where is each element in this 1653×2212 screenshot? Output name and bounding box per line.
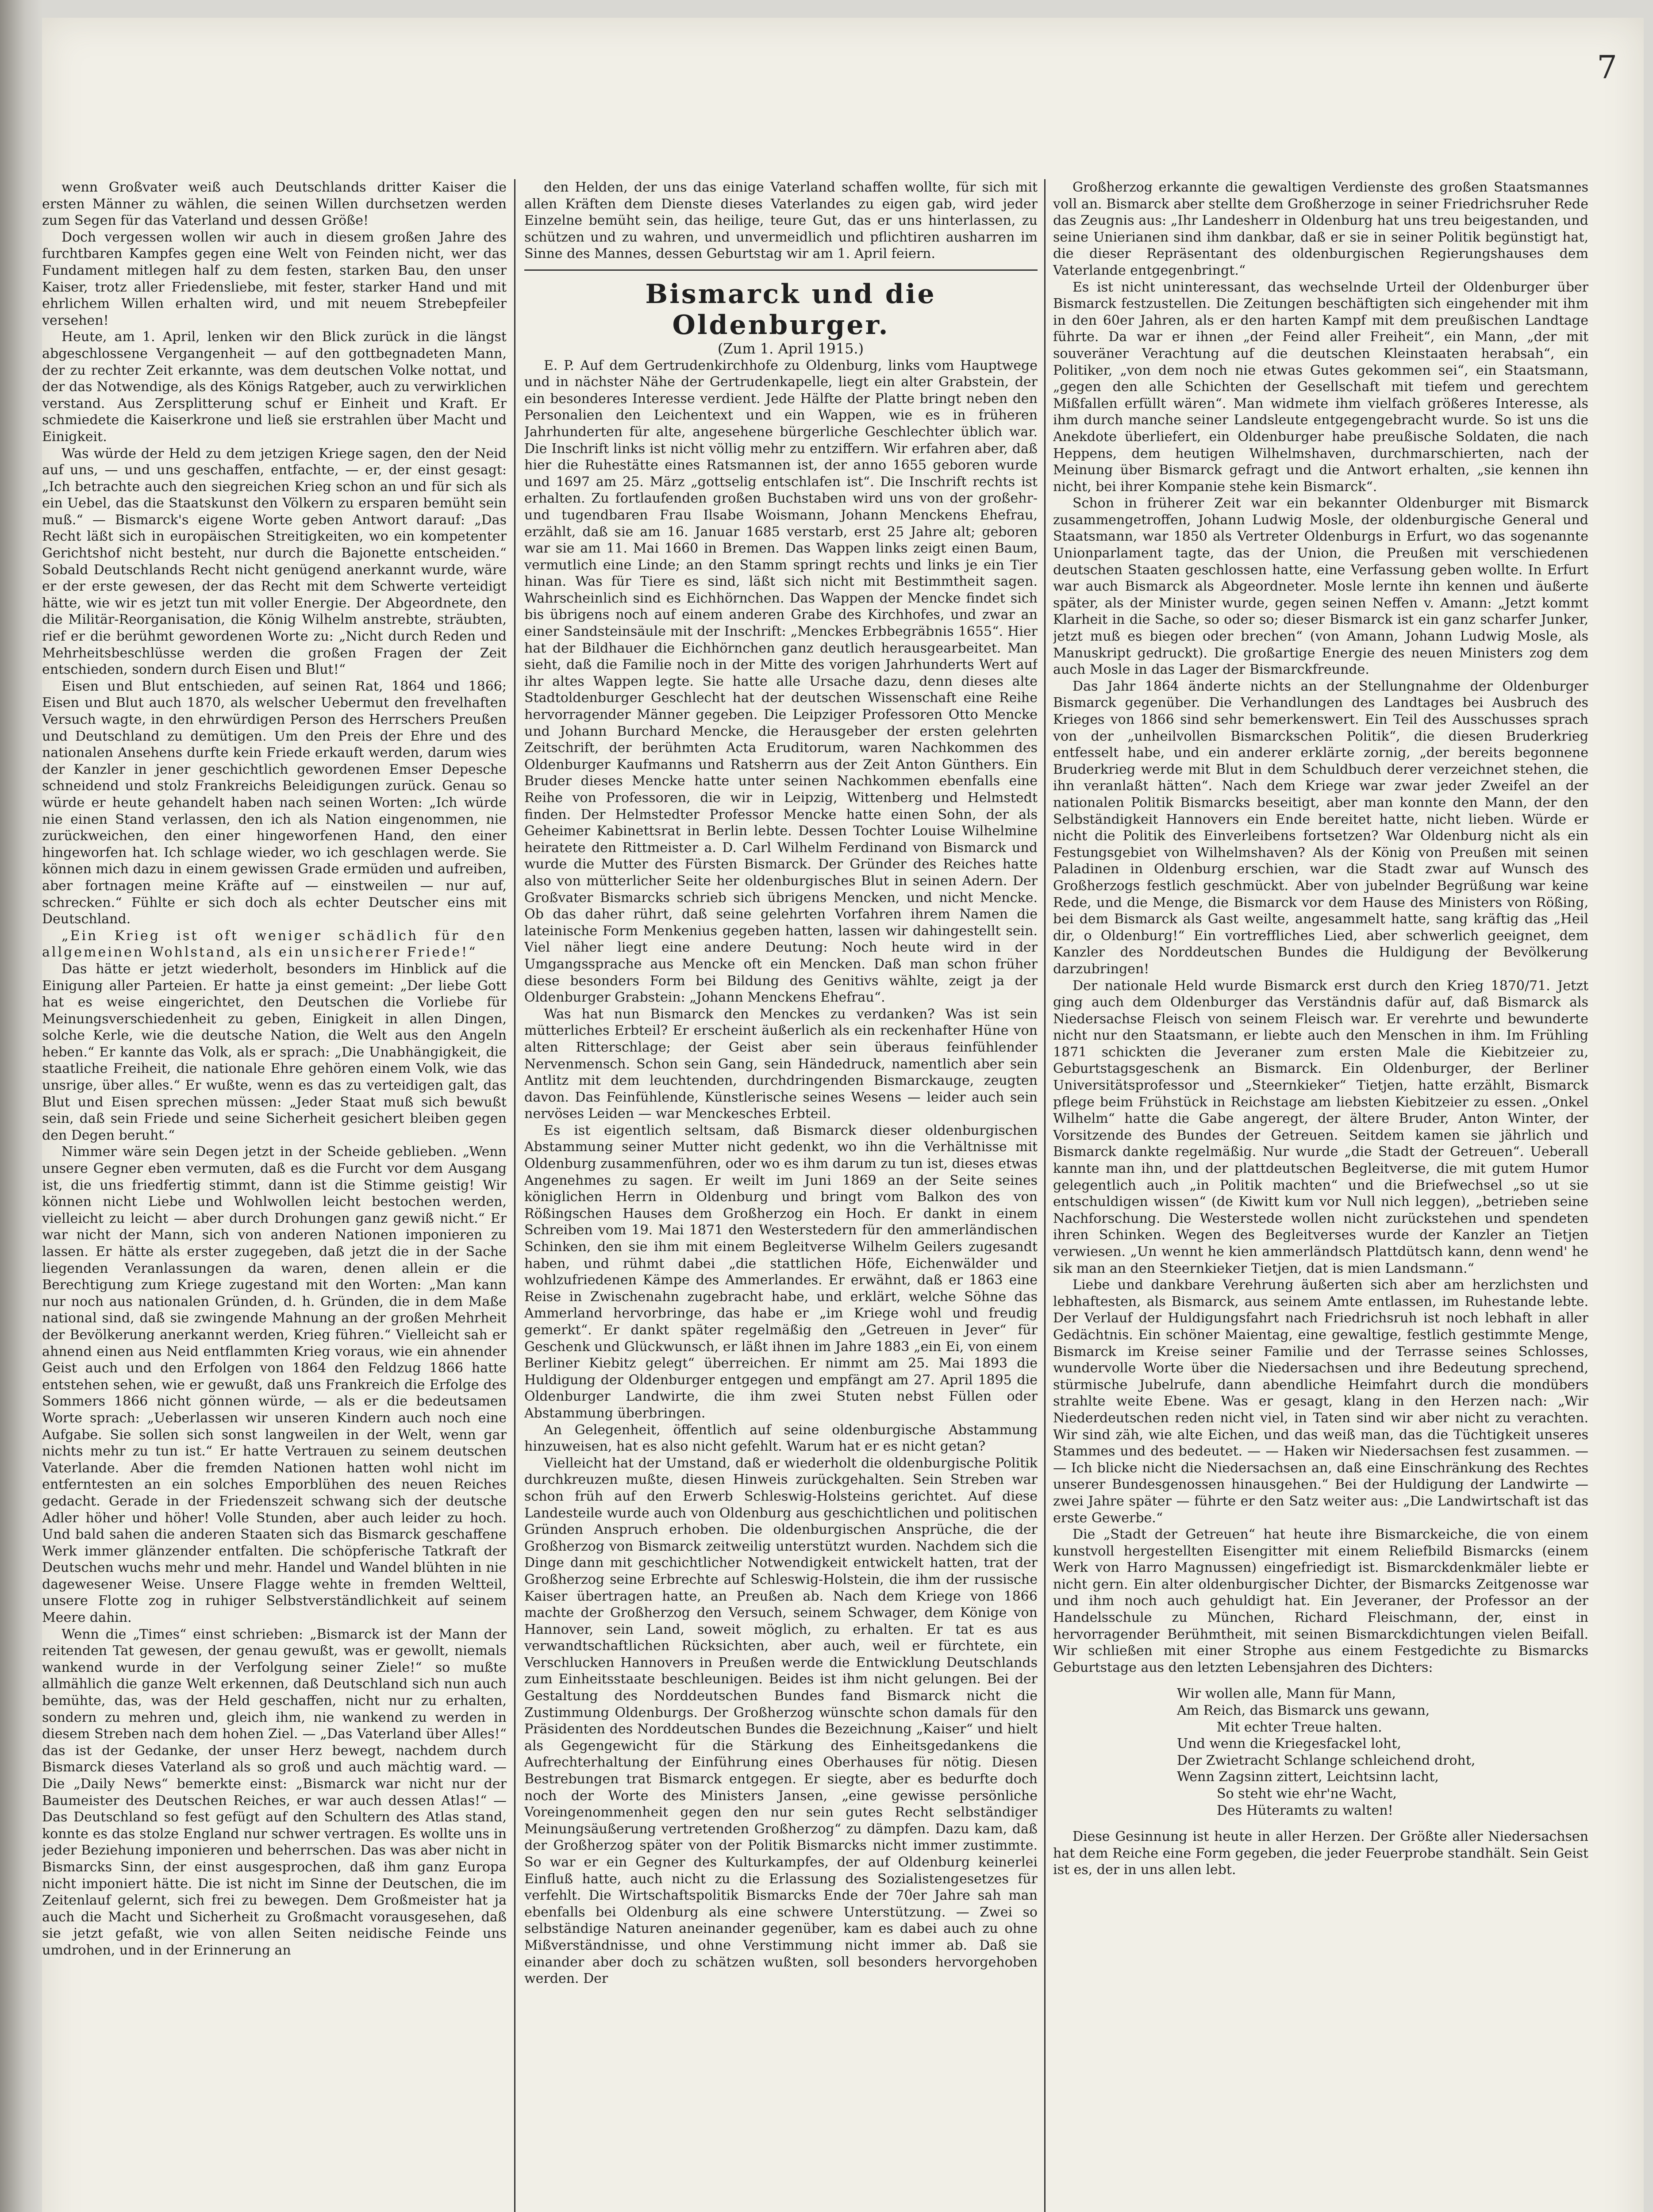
- poem-line: Am Reich, das Bismarck uns gewann,: [1177, 1703, 1430, 1719]
- poem-line: So steht wie ehr'ne Wacht,: [1217, 1786, 1397, 1801]
- paragraph: Was würde der Held zu dem jetzigen Kriege sagen, den der Neid auf uns, — und uns geschaffen, entfachte, — er, der einst gesagt: „Ich betrachte auch den siegreichen Krieg schon an und für sich als ein Uebel, das die Staatskunst den Völkern zu ersparen bemüht sein muß.“ — Bismarck's eigene Worte geben Antwort darauf: „Das Recht läßt sich in europäischen Streitigkeiten, wo ein kompetenter Gerichtshof nicht besteht, nur durch die Bajonette entscheiden.“ Sobald Deutschlands Recht nicht genügend anerkannt wurde, wäre er der erste gewesen, der das Recht mit dem Schwerte verteidigt hätte, wie wir es jetzt tun mit voller Energie. Der Abgeordnete, den die Militär-Reorganisation, die König Wilhelm anstrebte, sträubten, rief er die berühmt gewordenen Worte zu: „Nicht durch Reden und Mehrheitsbeschlüsse werden die großen Fragen der Zeit entschieden, sondern durch Eisen und Blut!“: [42, 445, 507, 678]
- paragraph: „Ein Krieg ist oft weniger schädlich für den allgemeinen Wohlstand, als ein unsicherer Friede!“: [42, 928, 507, 960]
- paragraph: Es ist nicht uninteressant, das wechselnde Urteil der Oldenburger über Bismarck festzustellen. Die Zeitungen beschäftigten sich eingehender mit ihm in den 60er Jahren, als er den harten Kampf mit dem preußischen Landtage führte. Da war er ihnen „der Feind aller Freiheit“, ein Mann, „der mit souveräner Verachtung auf die deutschen Kleinstaaten herabsah“, ein Politiker, „von dem noch nie etwas Gutes gekommen sei“, ein Staatsmann, „gegen den alle Schichten der Gesellschaft mit tiefem und gerechtem Mißfallen erfüllt wären“. Man widmete ihm vielfach größeres Interesse, als ihm durch manche seiner Landsleute entgegengebracht wurde. So ist uns die Anekdote überliefert, ein Oldenburger habe preußische Soldaten, die nach Heppens, dem heutigen Wilhelmshaven, durchmarschierten, nach der Meinung über Bismarck gefragt und die Antwort erhalten, „sie kennen ihn nicht, bei ihrer Kompanie stehe kein Bismarck“.: [1053, 279, 1588, 495]
- paragraph: Der nationale Held wurde Bismarck erst durch den Krieg 1870/71. Jetzt ging auch dem Oldenburger das Verständnis dafür auf, daß Bismarck als Niedersachse Fleisch von seinem Fleisch war. Er verehrte und bewunderte nicht nur den Staatsmann, er liebte auch den Menschen in ihm. Im Frühling 1871 schickten die Jeveraner zum ersten Male die Kiebitzeier zu, Geburtstagsgeschenk an Bismarck. Ein Oldenburger, der Berliner Universitätsprofessor und „Steernkieker“ Tietjen, hatte erzählt, Bismarck pflege beim Frühstück in Reichstage am liebsten Kiebitzeier zu essen. „Onkel Wilhelm“ hatte die Gabe angeregt, der ältere Bruder, Anton Winter, der Vorsitzende des Bundes der Getreuen. Seitdem kamen sie jährlich und Bismarck dankte regelmäßig. Nur wurde „die Stadt der Getreuen“. Ueberall kannte man ihn, und der plattdeutschen Begleitverse, die mit gutem Humor gelegentlich auch „in Politik machten“ und die Briefwechsel „so ut sie entschuldigen wissen“ (de Kiwitt kum vor Null nich leggen), „betrieben seine Nachforschung. Die Westerstede wollen nicht zurückstehen und spendeten ihren Schinken. Wegen des Begleitverses wurde der Kanzler an Tietjen verwiesen. „Un wennt he kien ammerländsch Plattdütsch kann, denn wend' he sik man an den Steernkieker Tietjen, dat is mien Landsmann.“: [1053, 978, 1588, 1276]
- poem: [1177, 1686, 1588, 1819]
- poem-line: Mit echter Treue halten.: [1217, 1719, 1382, 1735]
- paragraph: Was hat nun Bismarck den Menckes zu verdanken? Was ist sein mütterliches Erbteil? Er erscheint äußerlich als ein reckenhafter Hüne von alten Ritterschlage; der Geist aber sein überaus feinfühlender Nervenmensch. Schon sein Gang, sein Händedruck, namentlich aber sein Antlitz mit dem leuchtenden, durchdringenden Bismarckauge, zeugten davon. Das Feinfühlende, Künstlerische seines Wesens — leider auch sein nervöses Leiden — war Menckesches Erbteil.: [524, 1006, 1038, 1122]
- paragraph: Die „Stadt der Getreuen“ hat heute ihre Bismarckeiche, die von einem kunstvoll hergestellten Eisengitter mit einem Reliefbild Bismarcks (einem Werk von Harro Magnussen) eingefriedigt ist. Bismarckdenkmäler liebte er nicht gern. Ein alter oldenburgischer Dichter, der Bismarcks Zeitgenosse war und ihm noch auch gehuldigt hat. Ein Jeveraner, der Professor an der Handelsschule zu München, Richard Fleischmann, der, einst in hervorragender Berühmtheit, mit seinen Bismarckdichtungen vielen Beifall. Wir schließen mit einer Strophe aus einem Festgedichte zu Bismarcks Geburtstage aus den letzten Lebensjahren des Dichters:: [1053, 1527, 1588, 1675]
- paragraph: wenn Großvater weiß auch Deutschlands dritter Kaiser die ersten Männer zu wählen, die seinen Willen durchsetzen werden zum Segen für das Vaterland und dessen Größe!: [42, 180, 507, 229]
- column-rule-1: [514, 179, 515, 2212]
- poem-line: Und wenn die Kriegesfackel loht,: [1177, 1736, 1401, 1752]
- page-number: 7: [1597, 49, 1617, 86]
- paragraph: Schon in früherer Zeit war ein bekannter Oldenburger mit Bismarck zusammengetroffen, Johann Ludwig Mosle, der oldenburgische General und Staatsmann, war 1850 als Vertreter Oldenburgs in Erfurt, wo das sogenannte Unionparlament tagte, das der Union, die Preußen mit verschiedenen deutschen Staaten geschlossen hatte, eine Verfassung geben wollte. In Erfurt war auch Bismarck als Abgeordneter. Mosle lernte ihn kennen und äußerte später, als der Minister wurde, gegen seinen Neffen v. Amann: „Jetzt kommt Klarheit in die Sache, so oder so; dieser Bismarck ist ein ganz scharfer Junker, jetzt muß es biegen oder brechen“ (von Amann, Johann Ludwig Mosle, als Manuskript gedruckt). Die großartige Energie des neuen Ministers zog dem auch Mosle in das Lager der Bismarckfreunde.: [1053, 495, 1588, 678]
- paragraph: Nimmer wäre sein Degen jetzt in der Scheide geblieben. „Wenn unsere Gegner eben vermuten, daß es die Furcht vor dem Ausgang ist, die uns friedfertig stimmt, dann ist die Stimme geistig! Wir können nicht Liebe und Wohlwollen leicht bestochen werden, vielleicht zu leicht — aber durch Drohungen ganz gewiß nicht.“ Er war nicht der Mann, sich von anderen Nationen imponieren zu lassen. Er hätte als erster zugegeben, daß jetzt die in der Sache liegenden Veranlassungen da waren, denen allein er die Berechtigung zum Kriege zugestand mit den Worten: „Man kann nur noch aus nationalen Gründen, d. h. Gründen, die in dem Maße national sind, daß sie zwingende Mahnung an der großen Mehrheit der Bevölkerung anerkannt werden, Krieg führen.“ Vielleicht sah er ahnend einen aus Neid entflammten Krieg voraus, wie ein ahnender Geist auch und den Erfolgen von 1864 den Feldzug 1866 hatte entstehen sehen, wie er gewußt, daß uns Frankreich die Erfolge des Sommers 1866 nicht gönnen würde, — als er die bedeutsamen Worte sprach: „Ueberlassen wir unseren Kindern auch noch eine Aufgabe. Sie sollen sich sonst langweilen in der Welt, wenn gar nichts mehr zu tun ist.“ Er hatte Vertrauen zu seinem deutschen Vaterlande. Aber die fremden Nationen hatten wohl nicht im entferntesten an ein solches Emporblühen des neuen Reiches gedacht. Gerade in der Friedenszeit schwang sich der deutsche Adler höher und höher! Volle Stunden, aber auch leider zu hoch. Und bald sahen die anderen Staaten sich das Bismarck geschaffene Werk immer glänzender entfalten. Die schöpferische Tatkraft der Deutschen wuchs mehr und mehr. Handel und Wandel blühten in nie dagewesener Weise. Unsere Flagge wehte in fremden Weltteil, unsere Flotte zog in ruhiger Selbstverständlichkeit auf seinem Meere dahin.: [42, 1144, 507, 1626]
- column-1: [42, 179, 507, 2212]
- paragraph: Heute, am 1. April, lenken wir den Blick zurück in die längst abgeschlossene Vergangenheit — auf den gottbegnadeten Mann, der zu rechter Zeit erkannte, was dem deutschen Volke nottat, und der das Notwendige, als des Königs Ratgeber, auch zu verwirklichen verstand. Aus Zersplitterung schuf er Einheit und Kraft. Er schmiedete die Kaiserkrone und ließ sie erstrahlen über Macht und Einigkeit.: [42, 329, 507, 445]
- paragraph: den Helden, der uns das einige Vaterland schaffen wollte, für sich mit allen Kräften dem Dienste dieses Vaterlandes zu eigen gab, wird jeder Einzelne bemüht sein, das heilige, teure Gut, das er uns hinterlassen, zu schützen und zu wahren, und unvermeidlich und pflichtiren ausharren im Sinne des Mannes, dessen Geburtstag wir am 1. April feiern.: [524, 180, 1038, 262]
- column-2: [524, 179, 1038, 2212]
- poem-line: Des Hüteramts zu walten!: [1217, 1802, 1393, 1818]
- paragraph: Großherzog erkannte die gewaltigen Verdienste des großen Staatsmannes voll an. Bismarck aber stellte dem Großherzoge in seiner Friedrichsruher Rede das Zeugnis aus: „Ihr Landesherr in Oldenburg hat uns treu beigestanden, und seine Unierianen sind ihm dankbar, daß er sie in seiner Politik begünstigt hat, die dieser Repräsentant des oldenburgischen Regierungshauses dem Vaterlande entgegenbringt.“: [1053, 180, 1588, 278]
- newspaper-page: [42, 18, 1644, 2212]
- poem-line: Wir wollen alle, Mann für Mann,: [1177, 1686, 1396, 1702]
- closing-paragraph: Diese Gesinnung ist heute in aller Herzen. Der Größte aller Niedersachsen hat dem Reiche eine Form gegeben, die jeder Feuerprobe standhält. Sein Geist ist es, der in uns allen lebt.: [1053, 1829, 1588, 1878]
- poem-line: Wenn Zagsinn zittert, Leichtsinn lacht,: [1177, 1769, 1439, 1785]
- article-divider: [524, 269, 1038, 271]
- column-3: [1053, 179, 1588, 2212]
- article-headline: Bismarck und die Oldenburger.: [645, 278, 936, 341]
- poem-line: Der Zwietracht Schlange schleichend droht,: [1177, 1752, 1476, 1768]
- paragraph: Es ist eigentlich seltsam, daß Bismarck dieser oldenburgischen Abstammung seiner Mutter nicht gedenkt, wo ihn die Verhältnisse mit Oldenburg zusammenführen, oder wo es ihm darum zu tun ist, dieses etwas Angenehmes zu sagen. Er weilt im Juni 1869 an der Seite seines königlichen Herrn in Oldenburg und bringt vom Balkon des von Rößingschen Hauses dem Großherzog ein Hoch. Er dankt in einem Schreiben vom 19. Mai 1871 den Westerstedern für den ammerländischen Schinken, den sie ihm mit einem Begleitverse Wilhelm Geilers zugesandt haben, und rühmt dabei „die stattlichen Höfe, Eichenwälder und wohlzufriedenen Kämpe des Ammerlandes. Er erwähnt, daß er 1863 eine Reise in Zwischenahn zugebracht habe, und erklärt, welche Söhne das Ammerland hervorbringe, das habe er „im Kriege wohl und freudig gemerkt“. Er dankt später regelmäßig den „Getreuen in Jever“ für Geschenk und Glückwunsch, er läßt ihnen im Jahre 1883 „ein Ei, von einem Berliner Kiebitz gelegt“ überreichen. Er nimmt am 25. Mai 1893 die Huldigung der Oldenburger entgegen und empfängt am 27. April 1895 die Oldenburger Landwirte, die ihm zwei Stuten nebst Füllen oder Abstammung überbringen.: [524, 1122, 1038, 1421]
- paragraph: Doch vergessen wollen wir auch in diesem großen Jahre des furchtbaren Kampfes gegen eine Welt von Feinden nicht, wer das Fundament mitlegen half zu dem festen, starken Bau, den unser Kaiser, trotz aller Friedensliebe, mit fester, starker Hand und mit ehrlichem Willen erhalten wird, und mit neuem Strebepfeiler versehen!: [42, 229, 507, 328]
- article-dateline: (Zum 1. April 1915.): [717, 340, 864, 357]
- paragraph: Liebe und dankbare Verehrung äußerten sich aber am herzlichsten und lebhaftesten, als Bismarck, aus seinem Amte entlassen, im Ruhestande lebte. Der Verlauf der Huldigungsfahrt nach Friedrichsruh ist noch lebhaft in aller Gedächtnis. Ein schöner Maientag, eine gewaltige, festlich gestimmte Menge, Bismarck im Kreise seiner Familie und der Terrasse seines Schlosses, wundervolle Worte über die Niedersachsen und ihre Bedeutung sprechend, stürmische Jubelrufe, dann abendliche Heimfahrt durch die mondübers strahlte weite Ebene. Was er gesagt, klang in den Herzen nach: „Wir Niederdeutschen reden nicht viel, in Taten sind wir aber nicht zu verachten. Wir sind zäh, wie alte Eichen, und das weiß man, das die Tüchtigkeit unseres Stammes und des bedeutet. — — Haken wir Niedersachsen fest zusammen. — — Ich blicke nicht die Niedersachsen an, daß eine Einschränkung des Rechtes unserer Bundesgenossen hinausgehen.“ Bei der Huldigung der Landwirte — zwei Jahre später — führte er den Satz weiter aus: „Die Landwirtschaft ist das erste Gewerbe.“: [1053, 1277, 1588, 1526]
- paragraph: An Gelegenheit, öffentlich auf seine oldenburgische Abstammung hinzuweisen, hat es also nicht gefehlt. Warum hat er es nicht getan?: [524, 1422, 1038, 1455]
- paragraph: Das hätte er jetzt wiederholt, besonders im Hinblick auf die Einigung aller Parteien. Er hatte ja einst gemeint: „Der liebe Gott hat es weise eingerichtet, den Deutschen die Vorliebe für Meinungsverschiedenheit zu geben, Einigkeit in allen Dingen, solche Kerle, wie die deutsche Nation, die Welt aus den Angeln heben.“ Er kannte das Volk, als er sprach: „Die Unabhängigkeit, die staatliche Freiheit, die nationale Ehre gehören einem Volk, wie das unsrige, über alles.“ Er wußte, wenn es das zu verteidigen galt, das Blut und Eisen sprechen müssen: „Jeder Staat muß sich bewußt sein, daß sein Friede und seine Sicherheit gesichert bleiben gegen den Degen beruht.“: [42, 961, 507, 1143]
- paragraph: E. P. Auf dem Gertrudenkirchhofe zu Oldenburg, links vom Hauptwege und in nächster Nähe der Gertrudenkapelle, liegt ein alter Grabstein, der ein besonderes Interesse verdient. Jede Hälfte der Platte bringt neben den Personalien den Leichentext und ein Wappen, wie es in früheren Jahrhunderten für alte, angesehene bürgerliche Geschlechter üblich war. Die Inschrift links ist nicht völlig mehr zu entziffern. Wir erfahren aber, daß hier die Ruhestätte eines Ratsmannen ist, der anno 1655 geboren wurde und 1697 am 25. März „gottselig entschlafen ist“. Die Inschrift rechts ist erhalten. Zu fortlaufenden großen Buchstaben wird uns von der großehr- und tugendbaren Frau Ilsabe Woismann, Johann Menckens Ehefrau, erzählt, daß sie am 16. Januar 1685 verstarb, erst 25 Jahre alt; geboren war sie am 11. Mai 1660 in Bremen. Das Wappen links zeigt einen Baum, vermutlich eine Linde; an den Stamm springt rechts und links je ein Tier hinan. Was für Tiere es sind, läßt sich nicht mit Bestimmtheit sagen. Wahrscheinlich sind es Eichhörnchen. Das Wappen der Mencke findet sich bis übrigens noch auf einem anderen Grabe des Kirchhofes, und zwar an einer Sandsteinsäule mit der Inschrift: „Menckes Erbbegräbnis 1655“. Hier hat der Bildhauer die Eichhörnchen ganz deutlich herausgearbeitet. Man sieht, daß die Familie noch in der Mitte des vorigen Jahrhunderts Wert auf ihr altes Wappen legte. Sie hatte alle Ursache dazu, denn dieses alte Stadtoldenburger Geschlecht hat der deutschen Wissenschaft eine Reihe hervorragender Männer gegeben. Die Leipziger Professoren Otto Mencke und Johann Burchard Mencke, die Herausgeber der ersten gelehrten Zeitschrift, der berühmten Acta Eruditorum, waren Nachkommen des Oldenburger Kaufmanns und Ratsherrn aus der Zeit Anton Günthers. Ein Bruder dieses Mencke hatte unter seinen Nachkommen ebenfalls eine Reihe von Professoren, die wir in Leipzig, Wittenberg und Helmstedt finden. Der Helmstedter Professor Mencke hatte einen Sohn, der als Geheimer Kabinettsrat in Berlin lebte. Dessen Tochter Louise Wilhelmine heiratete den Rittmeister a. D. Carl Wilhelm Ferdinand von Bismarck und wurde die Mutter des Fürsten Bismarck. Der Gründer des Reiches hatte also von mütterlicher Seite her oldenburgisches Blut in seinen Adern. Der Großvater Bismarcks schrieb sich übrigens Mencken, und nicht Mencke. Ob das daher rührt, daß seine gelehrten Vorfahren ihrem Namen die lateinische Form Menkenius gegeben hatten, lassen wir dahingestellt sein. Viel näher liegt eine andere Deutung: Noch heute wird in der Umgangssprache aus Mencke oft ein Mencken. Daß man schon früher diese besonders Form bei Bildung des Genitivs wählte, zeigt ja der Oldenburger Grabstein: „Johann Menckens Ehefrau“.: [524, 357, 1038, 1006]
- paragraph: Wenn die „Times“ einst schrieben: „Bismarck ist der Mann der reitenden Tat gewesen, der genau gewußt, was er gewollt, niemals wankend wurde in der Verfolgung seiner Ziele!“ so mußte allmählich die ganze Welt erkennen, daß Deutschland sich nun auch bemühte, das, was der Held geschaffen, nicht nur zu erhalten, sondern zu mehren und, gleich ihm, nie wankend zu werden in diesem Streben nach dem hohen Ziel. — „Das Vaterland über Alles!“ das ist der Gedanke, der unser Herz bewegt, nachdem durch Bismarck dieses Vaterland als so groß und auch mächtig ward. — Die „Daily News“ bemerkte einst: „Bismarck war nicht nur der Baumeister des Deutschen Reiches, er war auch dessen Atlas!“ — Das Deutschland so fest gefügt auf den Schultern des Atlas stand, konnte es das stolze England nur schwer vertragen. Es wollte uns in jeder Beziehung imponieren und beherrschen. Das was aber nicht in Bismarcks Sinn, der einst ausgesprochen, daß ihm ganz Europa nicht imponiert hätte. Die ist nicht im Sinne der Deutschen, die im Zeitenlauf gelernt, sich frei zu bewegen. Dem Großmeister hat ja auch die Macht und Sicherheit zu Großmacht vorausgesehen, daß sie jetzt gefaßt, wie von allen Seiten neidische Feinde uns umdrohen, und in der Erinnerung an: [42, 1626, 507, 1958]
- book-binding-shadow: [0, 0, 42, 2212]
- paragraph: Vielleicht hat der Umstand, daß er wiederholt die oldenburgische Politik durchkreuzen mußte, diesen Hinweis zurückgehalten. Sein Streben war schon früh auf den Erwerb Schleswig-Holsteins gerichtet. Auf diese Landesteile wurde auch von Oldenburg aus geschichtlichen und politischen Gründen Anspruch erhoben. Die oldenburgischen Ansprüche, die der Großherzog von Bismarck zeitweilig unterstützt wurden. Nachdem sich die Dinge dann mit geschichtlicher Notwendigkeit entwickelt hatten, trat der Großherzog seine Erbrechte auf Schleswig-Holstein, die ihm der russische Kaiser übertragen hatte, an Preußen ab. Nach dem Kriege von 1866 machte der Großherzog den Versuch, seinem Schwager, dem Könige von Hannover, sein Land, soweit möglich, zu erhalten. Er tat es aus verwandtschaftlichen Rücksichten, aber auch, weil er fürchtete, ein Verschlucken Hannovers in Preußen werde die Entwicklung Deutschlands zum Einheitsstaate beschleunigen. Beides ist ihm nicht gelungen. Bei der Gestaltung des Norddeutschen Bundes fand Bismarck nicht die Zustimmung Oldenburgs. Der Großherzog wünschte schon damals für den Präsidenten des Norddeutschen Bundes die Bezeichnung „Kaiser“ und hielt als Gegengewicht für die Stärkung des Einheitsgedankens die Aufrechterhaltung der Einführung eines Oberhauses für nötig. Diesen Bestrebungen trat Bismarck entgegen. Er siegte, aber es bedurfte doch noch der Worte des Ministers Jansen, „eine gewisse persönliche Voreingenommenheit gegen den nur sein gutes Recht selbständiger Meinungsäußerung vertretenden Großherzog“ zu dämpfen. Dazu kam, daß der Großherzog später von der Politik Bismarcks nicht immer zustimmte. So war er ein Gegner des Kulturkampfes, der auf Oldenburg keinerlei Einfluß hatte, auch nicht zu die Erlassung des Sozialistengesetzes für verfehlt. Die Wirtschaftspolitik Bismarcks Ende der 70er Jahre sah man ebenfalls bei Oldenburg als eine schwere Unterstützung. — Zwei so selbständige Naturen aneinander gegenüber, kam es dabei auch zu ohne Mißverständnisse, und ohne Verstimmung nicht immer ab. Daß sie einander aber doch zu schätzen wußten, soll besonders hervorgehoben werden. Der: [524, 1455, 1038, 1987]
- column-rule-2: [1044, 179, 1046, 2212]
- paragraph: Das Jahr 1864 änderte nichts an der Stellungnahme der Oldenburger Bismarck gegenüber. Die Verhandlungen des Landtages bei Ausbruch des Krieges von 1866 sind sehr bemerkenswert. Ein Teil des Ausschusses sprach von der „unheilvollen Bismarckschen Politik“, die diesen Bruderkrieg entfesselt habe, und ein anderer erklärte zornig, „der bereits begonnene Bruderkrieg werde mit Blut in dem Schuldbuch derer verzeichnet stehen, die ihn veranlaßt hätten“. Nach dem Kriege war zwar jeder Zweifel an der nationalen Politik Bismarcks beseitigt, aber man konnte den Mann, der den Selbständigkeit Hannovers ein Ende bereitet hatte, nicht lieben. Würde er nicht die Politik des Einverleibens fortsetzen? War Oldenburg nicht als ein Festungsgebiet von Wilhelmshaven? Als der König von Preußen mit seinen Paladinen in Oldenburg erschien, war die Stadt zwar auf Wunsch des Großherzogs festlich geschmückt. Aber von jubelnder Begrüßung war keine Rede, und die Menge, die Bismarck vor dem Hause des Ministers von Rößing, bei dem Bismarck als Gast weilte, angesammelt hatte, sang kräftig das „Heil dir, o Oldenburg!“ Ein vortreffliches Lied, aber schwerlich geeignet, dem Kanzler des Norddeutschen Bundes die Huldigung der Bevölkerung darzubringen!: [1053, 678, 1588, 977]
- paragraph: Eisen und Blut entschieden, auf seinen Rat, 1864 und 1866; Eisen und Blut auch 1870, als welscher Uebermut den frevelhaften Versuch wagte, in den ehrwürdigen Person des Herrschers Preußen und Deutschland zu demütigen. Um den Preis der Ehre und des nationalen Ansehens durfte kein Friede erkauft werden, darum wies der Kanzler in jener geschichtlich gewordenen Emser Depesche schneidend und stolz Frankreichs Beleidigungen zurück. Genau so würde er heute gehandelt haben nach seinen Worten: „Ich würde nie einen Stand verlassen, den ich als Nation eingenommen, nie zurückweichen, den einer hingeworfenen Hand, den einer hingeworfen hat. Ich schlage wieder, wo ich geschlagen werde. Sie können mich dazu in einem gewissen Grade ermüden und aufreiben, aber fortnagen meine Kräfte auf — einstweilen — nur auf, schrecken.“ Fühlte er sich doch als echter Deutscher eins mit Deutschland.: [42, 678, 507, 927]
